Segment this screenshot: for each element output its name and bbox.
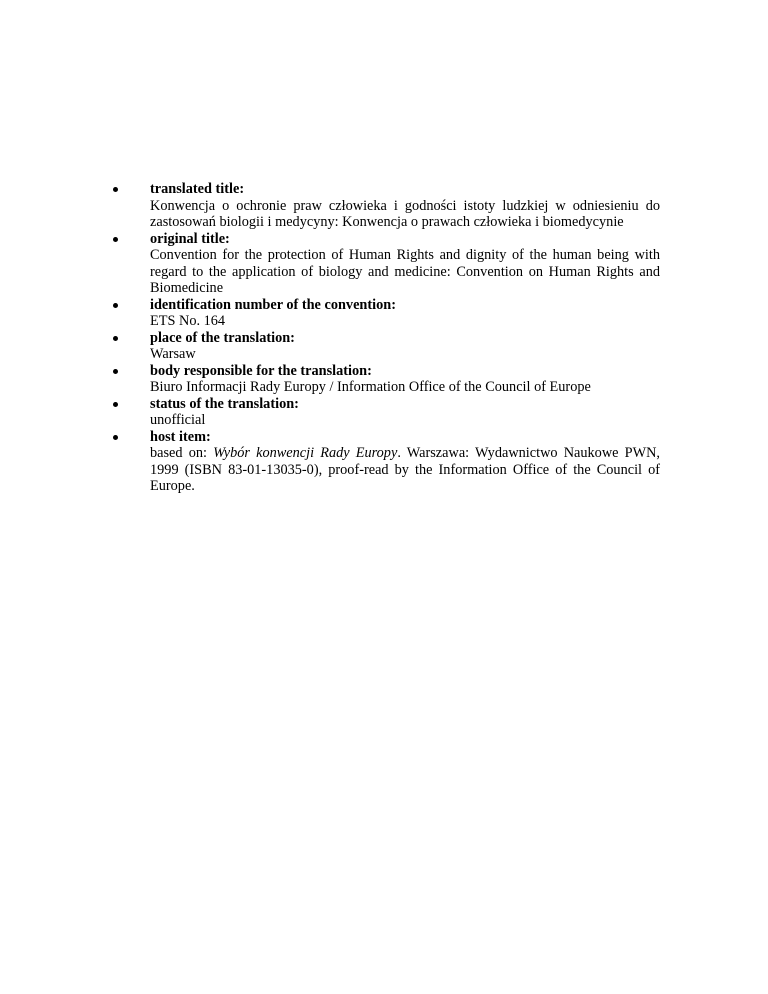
list-item-place-of-translation <box>150 330 660 363</box>
bullet-icon <box>113 336 118 341</box>
bullet-icon <box>113 237 118 242</box>
bullet-icon <box>113 435 118 440</box>
item-label: host item: <box>150 428 211 445</box>
item-value: Konwencja o ochronie praw człowieka i godności istoty ludzkiej w odniesieniu do zastosowań biologii i medycyny: Konwencja o prawach człowieka i biomedycynie <box>150 197 660 230</box>
list-item-identification-number <box>150 297 660 330</box>
list-item-original-title <box>150 231 660 297</box>
item-label: translated title: <box>150 181 245 197</box>
list-item-translation-status <box>150 396 660 429</box>
item-value <box>150 445 660 495</box>
bullet-icon <box>113 303 118 308</box>
value-suffix: . Warszawa: Wydawnictwo Naukowe PWN, 1999 (ISBN 83-01-13035-0), proof-read by the Information Office of the Council of Europe. <box>150 445 660 494</box>
item-label: status of the translation: <box>150 395 299 412</box>
item-value: ETS No. 164 <box>150 313 226 329</box>
bullet-icon <box>113 187 118 192</box>
item-value: Biuro Informacji Rady Europy / Information Office of the Council of Europe <box>150 379 591 395</box>
item-label: original title: <box>150 230 230 247</box>
item-label: body responsible for the translation: <box>150 362 372 379</box>
bullet-icon <box>113 402 118 407</box>
item-label: identification number of the convention: <box>150 296 396 313</box>
list-item-responsible-body <box>150 363 660 396</box>
item-value: Warsaw <box>150 346 196 362</box>
value-prefix: based on: <box>150 445 214 461</box>
metadata-list <box>150 181 660 495</box>
list-item-host-item <box>150 429 660 495</box>
item-label: place of the translation: <box>150 329 295 346</box>
book-title: Wybór konwencji Rady Europy <box>213 445 398 461</box>
item-value: unofficial <box>150 412 206 428</box>
bullet-icon <box>113 369 118 374</box>
item-value: Convention for the protection of Human Rights and dignity of the human being with regard to the application of biology and medicine: Convention on Human Rights and Biomedicine <box>150 247 660 296</box>
list-item-translated-title <box>150 181 660 231</box>
